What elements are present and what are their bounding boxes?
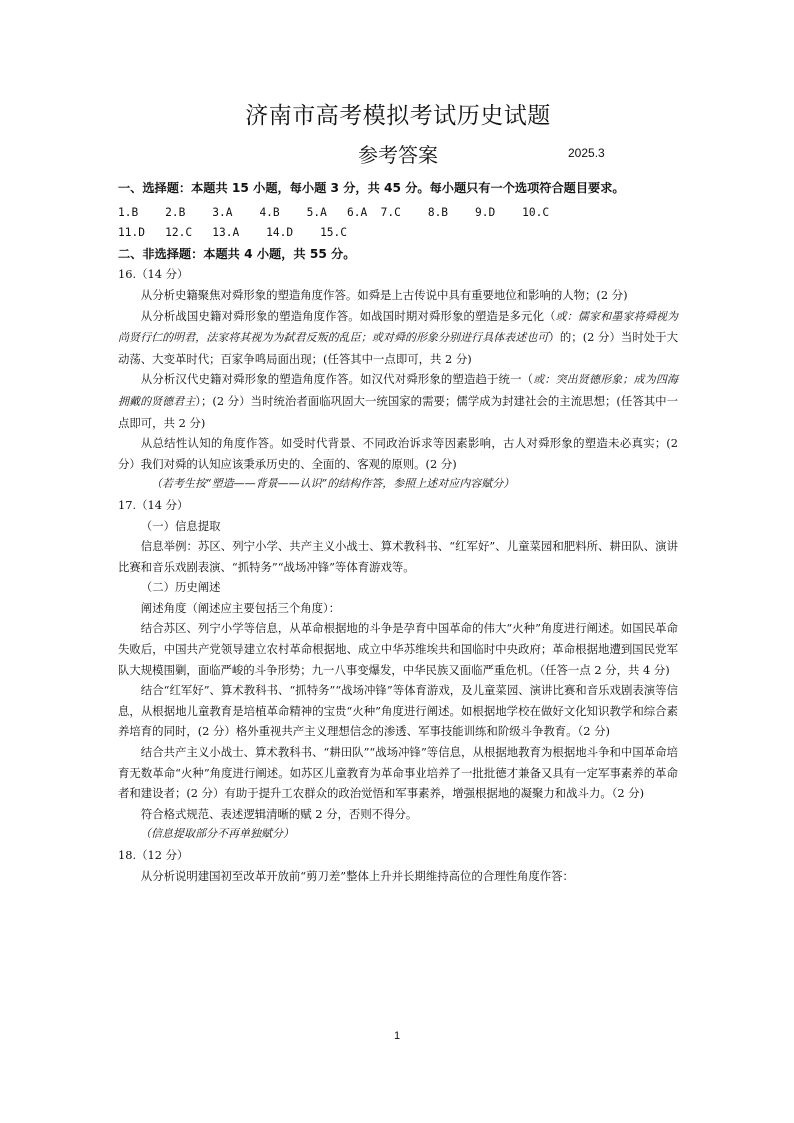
page-number: 1 <box>393 1030 401 1042</box>
q17-paragraph-3: 结合苏区、列宁小学等信息，从革命根据地的斗争是孕育中国革命的伟大“火种”角度进行阐述。如国民革命失败后，中国共产党领导建立农村革命根据地、成立中华苏维埃共和国临时中央政府；革命根据地遭到国民党军队大规模围剿，面临严峻的斗争形势；九一八事变爆发，中华民族又面临严重危机。（任答一点 2 分，共 4 分) <box>118 621 678 677</box>
q16-paragraph-1: 从分析史籍聚焦对舜形象的塑造角度作答。如舜是上古传说中具有重要地位和影响的人物；(2 分) <box>140 287 628 302</box>
q18-label: 18.（12 分） <box>118 848 189 862</box>
q17-note: （信息提取部分不再单独赋分） <box>140 827 294 841</box>
q16-p2-lead: 从分析战国史籍对舜形象的塑造角度作答。如战国时期对舜形象的塑造是多元化（ <box>140 308 556 323</box>
q16-note: （若考生按“塑造——背景——认识”的结构作答，参照上述对应内容赋分） <box>151 477 515 491</box>
q16-p3-tail: ）；(2 分）当时统治者面临巩固大一统国家的需要；儒学成为封建社会的主流思想；(任答其中一点即可，共 2 分) <box>118 393 679 430</box>
q17-paragraph-1: 信息举例：苏区、列宁小学、共产主义小战士、算术教科书、“红军好”、儿童菜园和肥料所、耕田队、演讲比赛和音乐戏剧表演、“抓特务”“战场冲锋”等体育游戏等。 <box>118 539 678 574</box>
document-page <box>118 100 678 886</box>
q17-paragraph-6: 符合格式规范、表述逻辑清晰的赋 2 分，否则不得分。 <box>140 806 418 821</box>
q16-label: 16.（14 分） <box>118 267 189 282</box>
answers-line-2: 11.D 12.C 13.A 14.D 15.C <box>118 226 348 240</box>
q17-label: 17.（14 分） <box>118 497 189 512</box>
q17-paragraph-5: 结合共产主义小战士、算术教科书、“耕田队”“战场冲锋”等信息，从根据地教育为根据地斗争和中国革命培育无数革命“火种”角度进行阐述。如苏区儿童教育为革命事业培养了一批批德才兼备又具有一定军事素养的革命者和建设者；(2 分）有助于提升工农群众的政治觉悟和军事素养，增强根据地的凝聚力和战斗力。（2 分) <box>118 745 678 801</box>
q17-paragraph-2: 阐述角度（阐述应主要包括三个角度）： <box>140 600 341 615</box>
answers-line-1: 1.B 2.B 3.A 4.B 5.A 6.A 7.C 8.B 9.D 10.C <box>118 205 550 219</box>
q16-p3-lead: 从分析汉代史籍对舜形象的塑造角度作答。如汉代对舜形象的塑造趋于统一（ <box>140 372 534 387</box>
q16-paragraph-3 <box>118 369 678 433</box>
q17-part2-heading: （二）历史阐述 <box>140 580 221 595</box>
q16-p2-tail: ）的；(2 分）当时处于大动荡、大变革时代；百家争鸣局面出现；(任答其中一点即可，共 2 分) <box>118 330 679 366</box>
q16-paragraph-4: 从总结性认知的角度作答。如受时代背景、不同政治诉求等因素影响，古人对舜形象的塑造未必真实；(2 分）我们对舜的认知应该秉承历史的、全面的、客观的原则。(2 分) <box>118 436 678 471</box>
exam-date: 2025.3 <box>568 146 605 160</box>
section1-heading: 一、选择题：本题共 15 小题，每小题 3 分，共 45 分。每小题只有一个选项符合题目要求。 <box>118 181 625 195</box>
q16-p2-alternative: 或：儒家和墨家将舜视为尚贤行仁的明君，法家将其视为为弑君反叛的乱臣；或对舜的形象分别进行具体表述也可 <box>118 309 678 345</box>
page-title: 济南市高考模拟考试历史试题 <box>245 103 551 129</box>
q16-p3-alternative: 或：突出贤德形象；成为四海拥戴的贤德君主 <box>118 373 678 408</box>
q16-paragraph-2 <box>118 306 678 370</box>
q18-paragraph-1: 从分析说明建国初至改革开放前“剪刀差”整体上升并长期维持高位的合理性角度作答： <box>140 868 574 883</box>
subtitle-row <box>118 140 678 170</box>
q17-part1-heading: （一）信息提取 <box>140 518 221 533</box>
page-subtitle: 参考答案 <box>358 143 438 167</box>
q17-paragraph-4: 结合“红军好”、算术教科书、“抓特务”“战场冲锋”等体育游戏，及儿童菜园、演讲比赛和音乐戏剧表演等信息，从根据地儿童教育是培植革命精神的宝贵“火种”角度进行阐述。如根据地学校在做好文化知识教学和综合素养培育的同时，(2 分）格外重视共产主义理想信念的渗透、军事技能训练和阶级斗争教育。（2 分) <box>118 683 678 739</box>
section2-heading: 二、非选择题：本题共 4 小题，共 55 分。 <box>118 246 356 261</box>
